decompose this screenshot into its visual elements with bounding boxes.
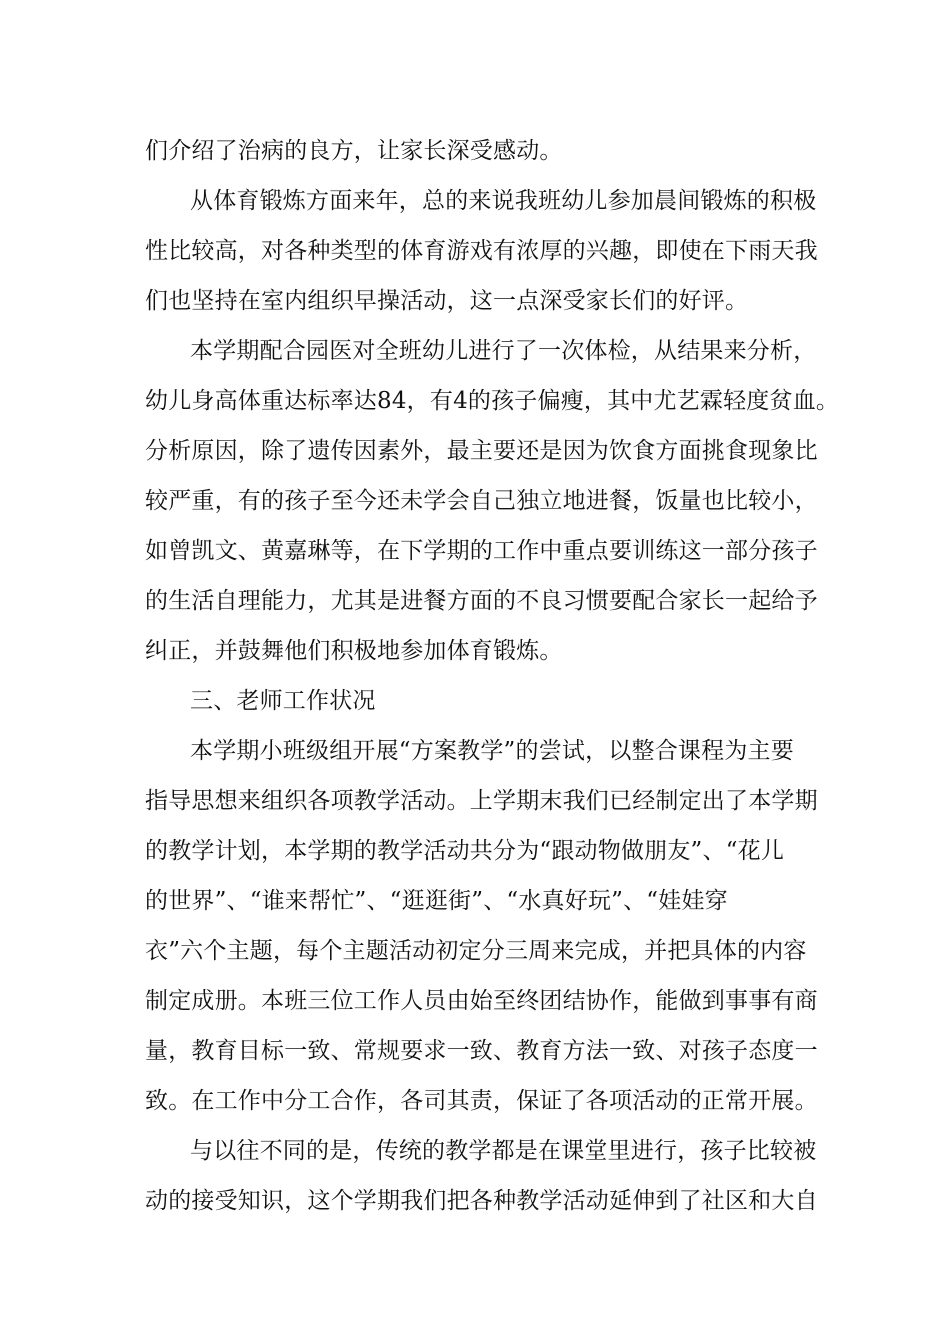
- section-heading: 三、老师工作状况: [190, 688, 376, 714]
- text-line: 们也坚持在室内组织早操活动，这一点深受家长们的好评。: [145, 288, 749, 314]
- text-line: 纠正，并鼓舞他们积极地参加体育锻炼。: [145, 638, 563, 664]
- text-line: 的生活自理能力，尤其是进餐方面的不良习惯要配合家长一起给予: [145, 588, 818, 614]
- text-line: 的教学计划，本学期的教学活动共分为“跟动物做朋友”、“花儿: [145, 838, 785, 864]
- paragraph-first-line: 本学期配合园医对全班幼儿进行了一次体检，从结果来分析，: [190, 338, 817, 364]
- text-line: 指导思想来组织各项教学活动。上学期末我们已经制定出了本学期: [145, 788, 818, 814]
- text-line: 分析原因，除了遗传因素外，最主要还是因为饮食方面挑食现象比: [145, 438, 818, 464]
- text-line: 致。在工作中分工合作，各司其责，保证了各项活动的正常开展。: [145, 1088, 818, 1114]
- text-line: 衣”六个主题，每个主题活动初定分三周来完成，并把具体的内容: [145, 938, 807, 964]
- text-line: 较严重，有的孩子至今还未学会自己独立地进餐，饭量也比较小，: [145, 488, 818, 514]
- text-line: 量，教育目标一致、常规要求一致、教育方法一致、对孩子态度一: [145, 1038, 818, 1064]
- text-line: 们介绍了治病的良方，让家长深受感动。: [145, 138, 563, 164]
- text-line: 动的接受知识，这个学期我们把各种教学活动延伸到了社区和大自: [145, 1188, 818, 1214]
- paragraph-first-line: 与以往不同的是，传统的教学都是在课堂里进行，孩子比较被: [190, 1138, 817, 1164]
- paragraph-first-line: 本学期小班级组开展“方案教学”的尝试，以整合课程为主要: [190, 738, 794, 764]
- text-line: 的世界”、“谁来帮忙”、“逛逛街”、“水真好玩”、“娃娃穿: [145, 888, 728, 914]
- text-line: 制定成册。本班三位工作人员由始至终团结协作，能做到事事有商: [145, 988, 818, 1014]
- paragraph-first-line: 从体育锻炼方面来年，总的来说我班幼儿参加晨间锻炼的积极: [190, 188, 817, 214]
- text-line: 幼儿身高体重达标率达84，有4的孩子偏瘦，其中尤艺霖轻度贫血。: [145, 388, 840, 414]
- text-line: 如曾凯文、黄嘉琳等，在下学期的工作中重点要训练这一部分孩子: [145, 538, 818, 564]
- text-line: 性比较高，对各种类型的体育游戏有浓厚的兴趣，即使在下雨天我: [145, 238, 818, 264]
